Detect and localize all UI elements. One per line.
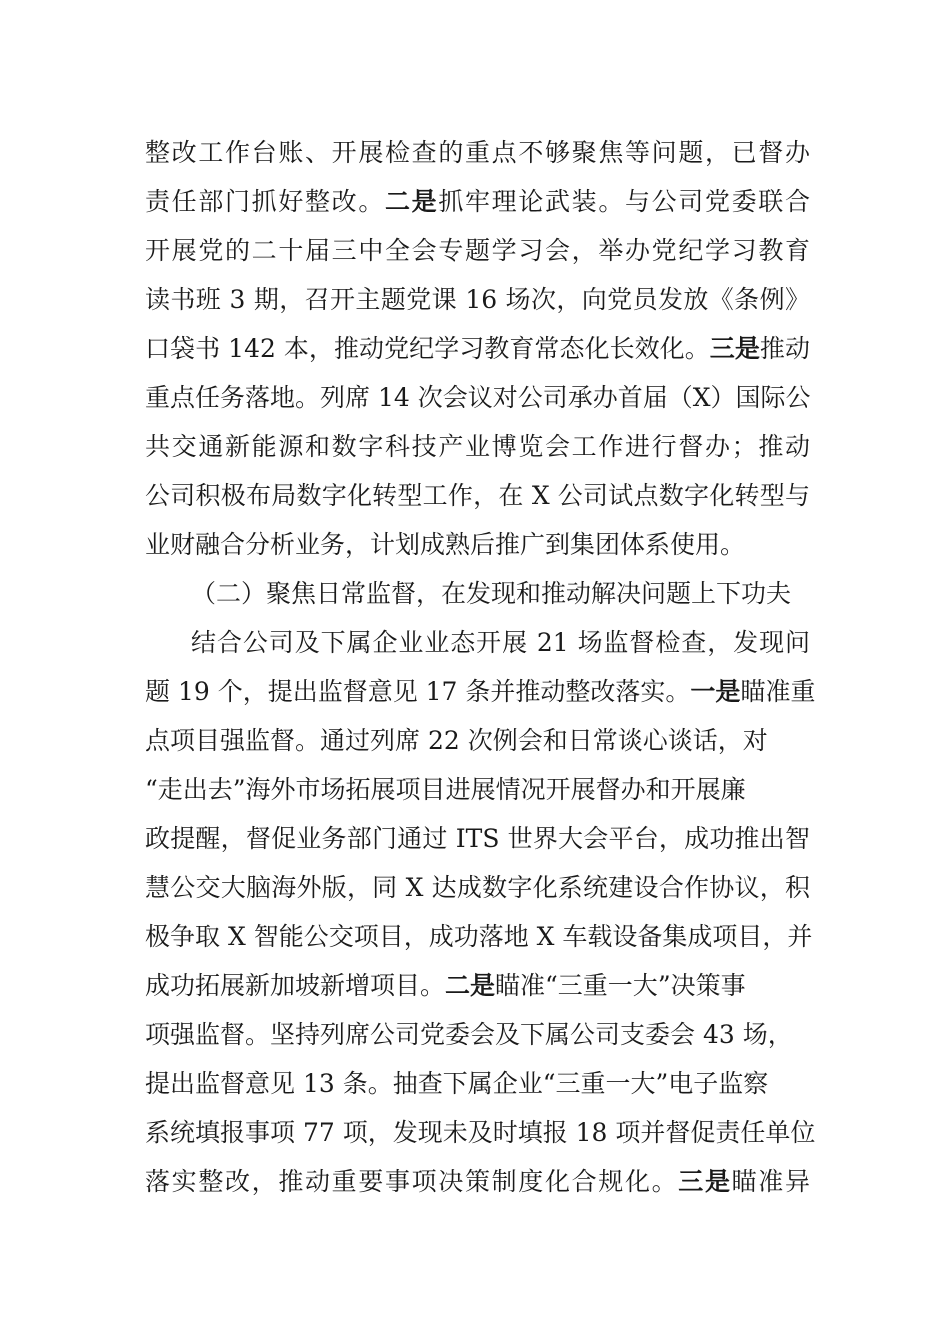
text-segment: 成功拓展新加坡新增项目。 bbox=[145, 971, 446, 1000]
text-segment: 瞄准重 bbox=[740, 677, 816, 706]
text-line bbox=[145, 912, 813, 961]
text-line bbox=[145, 471, 810, 520]
text-line bbox=[145, 1059, 810, 1108]
text-line bbox=[145, 814, 810, 863]
text-segment: 抓牢理论武装。与公司党委联合 bbox=[438, 187, 810, 216]
bold-marker: 三是 bbox=[709, 334, 760, 363]
text-line bbox=[145, 765, 810, 814]
text-line bbox=[145, 1157, 810, 1206]
text-line bbox=[145, 569, 810, 618]
text-segment: 政提醒，督促业务部门通过 ITS 世界大会平台，成功推出智 bbox=[145, 824, 810, 853]
text-segment: 读书班 3 期，召开主题党课 16 场次，向党员发放《条例》 bbox=[145, 285, 810, 314]
text-line bbox=[145, 177, 810, 226]
text-segment: 结合公司及下属企业业态开展 21 场监督检查，发现问 bbox=[191, 628, 810, 657]
text-line bbox=[145, 667, 816, 716]
text-line bbox=[145, 373, 810, 422]
text-line bbox=[145, 520, 810, 569]
text-segment: 推动 bbox=[759, 334, 810, 363]
text-segment: 点项目强监督。通过列席 22 次例会和日常谈心谈话，对 bbox=[145, 726, 768, 755]
bold-marker: 三是 bbox=[678, 1167, 732, 1196]
bold-marker: 二是 bbox=[384, 187, 439, 216]
text-line bbox=[145, 324, 810, 373]
text-line bbox=[145, 422, 810, 471]
text-segment: 口袋书 142 本，推动党纪学习教育常态化长效化。 bbox=[145, 334, 710, 363]
bold-marker: 二是 bbox=[445, 971, 496, 1000]
body-text bbox=[145, 128, 816, 1206]
text-segment: 公司积极布局数字化转型工作，在 X 公司试点数字化转型与 bbox=[145, 481, 810, 510]
text-segment: 整改工作台账、开展检查的重点不够聚焦等问题，已督办 bbox=[145, 138, 810, 167]
bold-marker: 一是 bbox=[690, 677, 741, 706]
text-line bbox=[145, 226, 810, 275]
text-segment: 瞄准异 bbox=[731, 1167, 810, 1196]
text-segment: “走出去”海外市场拓展项目进展情况开展督办和开展廉 bbox=[145, 775, 746, 804]
text-line bbox=[145, 618, 810, 667]
text-segment: （二）聚焦日常监督，在发现和推动解决问题上下功夫 bbox=[191, 579, 792, 608]
text-segment: 提出监督意见 13 条。抽查下属企业“三重一大”电子监察 bbox=[145, 1069, 769, 1098]
text-segment: 项强监督。坚持列席公司党委会及下属公司支委会 43 场， bbox=[145, 1020, 793, 1049]
text-line bbox=[145, 863, 810, 912]
text-line bbox=[145, 1108, 816, 1157]
text-segment: 系统填报事项 77 项，发现未及时填报 18 项并督促责任单位 bbox=[145, 1118, 816, 1147]
text-segment: 重点任务落地。列席 14 次会议对公司承办首届（X）国际公 bbox=[145, 383, 811, 412]
text-line bbox=[145, 128, 810, 177]
text-segment: 开展党的二十届三中全会专题学习会，举办党纪学习教育 bbox=[145, 236, 810, 265]
text-line bbox=[145, 1010, 810, 1059]
text-line bbox=[145, 275, 810, 324]
text-segment: 业财融合分析业务，计划成熟后推广到集团体系使用。 bbox=[145, 530, 746, 559]
text-segment: 共交通新能源和数字科技产业博览会工作进行督办；推动 bbox=[145, 432, 810, 461]
text-segment: 责任部门抓好整改。 bbox=[145, 187, 385, 216]
text-segment: 极争取 X 智能公交项目，成功落地 X 车载设备集成项目，并 bbox=[145, 922, 813, 951]
text-line bbox=[145, 961, 810, 1010]
text-line bbox=[145, 716, 810, 765]
text-segment: 落实整改，推动重要事项决策制度化合规化。 bbox=[145, 1167, 679, 1196]
text-segment: 瞄准“三重一大”决策事 bbox=[495, 971, 746, 1000]
text-segment: 慧公交大脑海外版，同 X 达成数字化系统建设合作协议，积 bbox=[145, 873, 810, 902]
text-segment: 题 19 个，提出监督意见 17 条并推动整改落实。 bbox=[145, 677, 691, 706]
